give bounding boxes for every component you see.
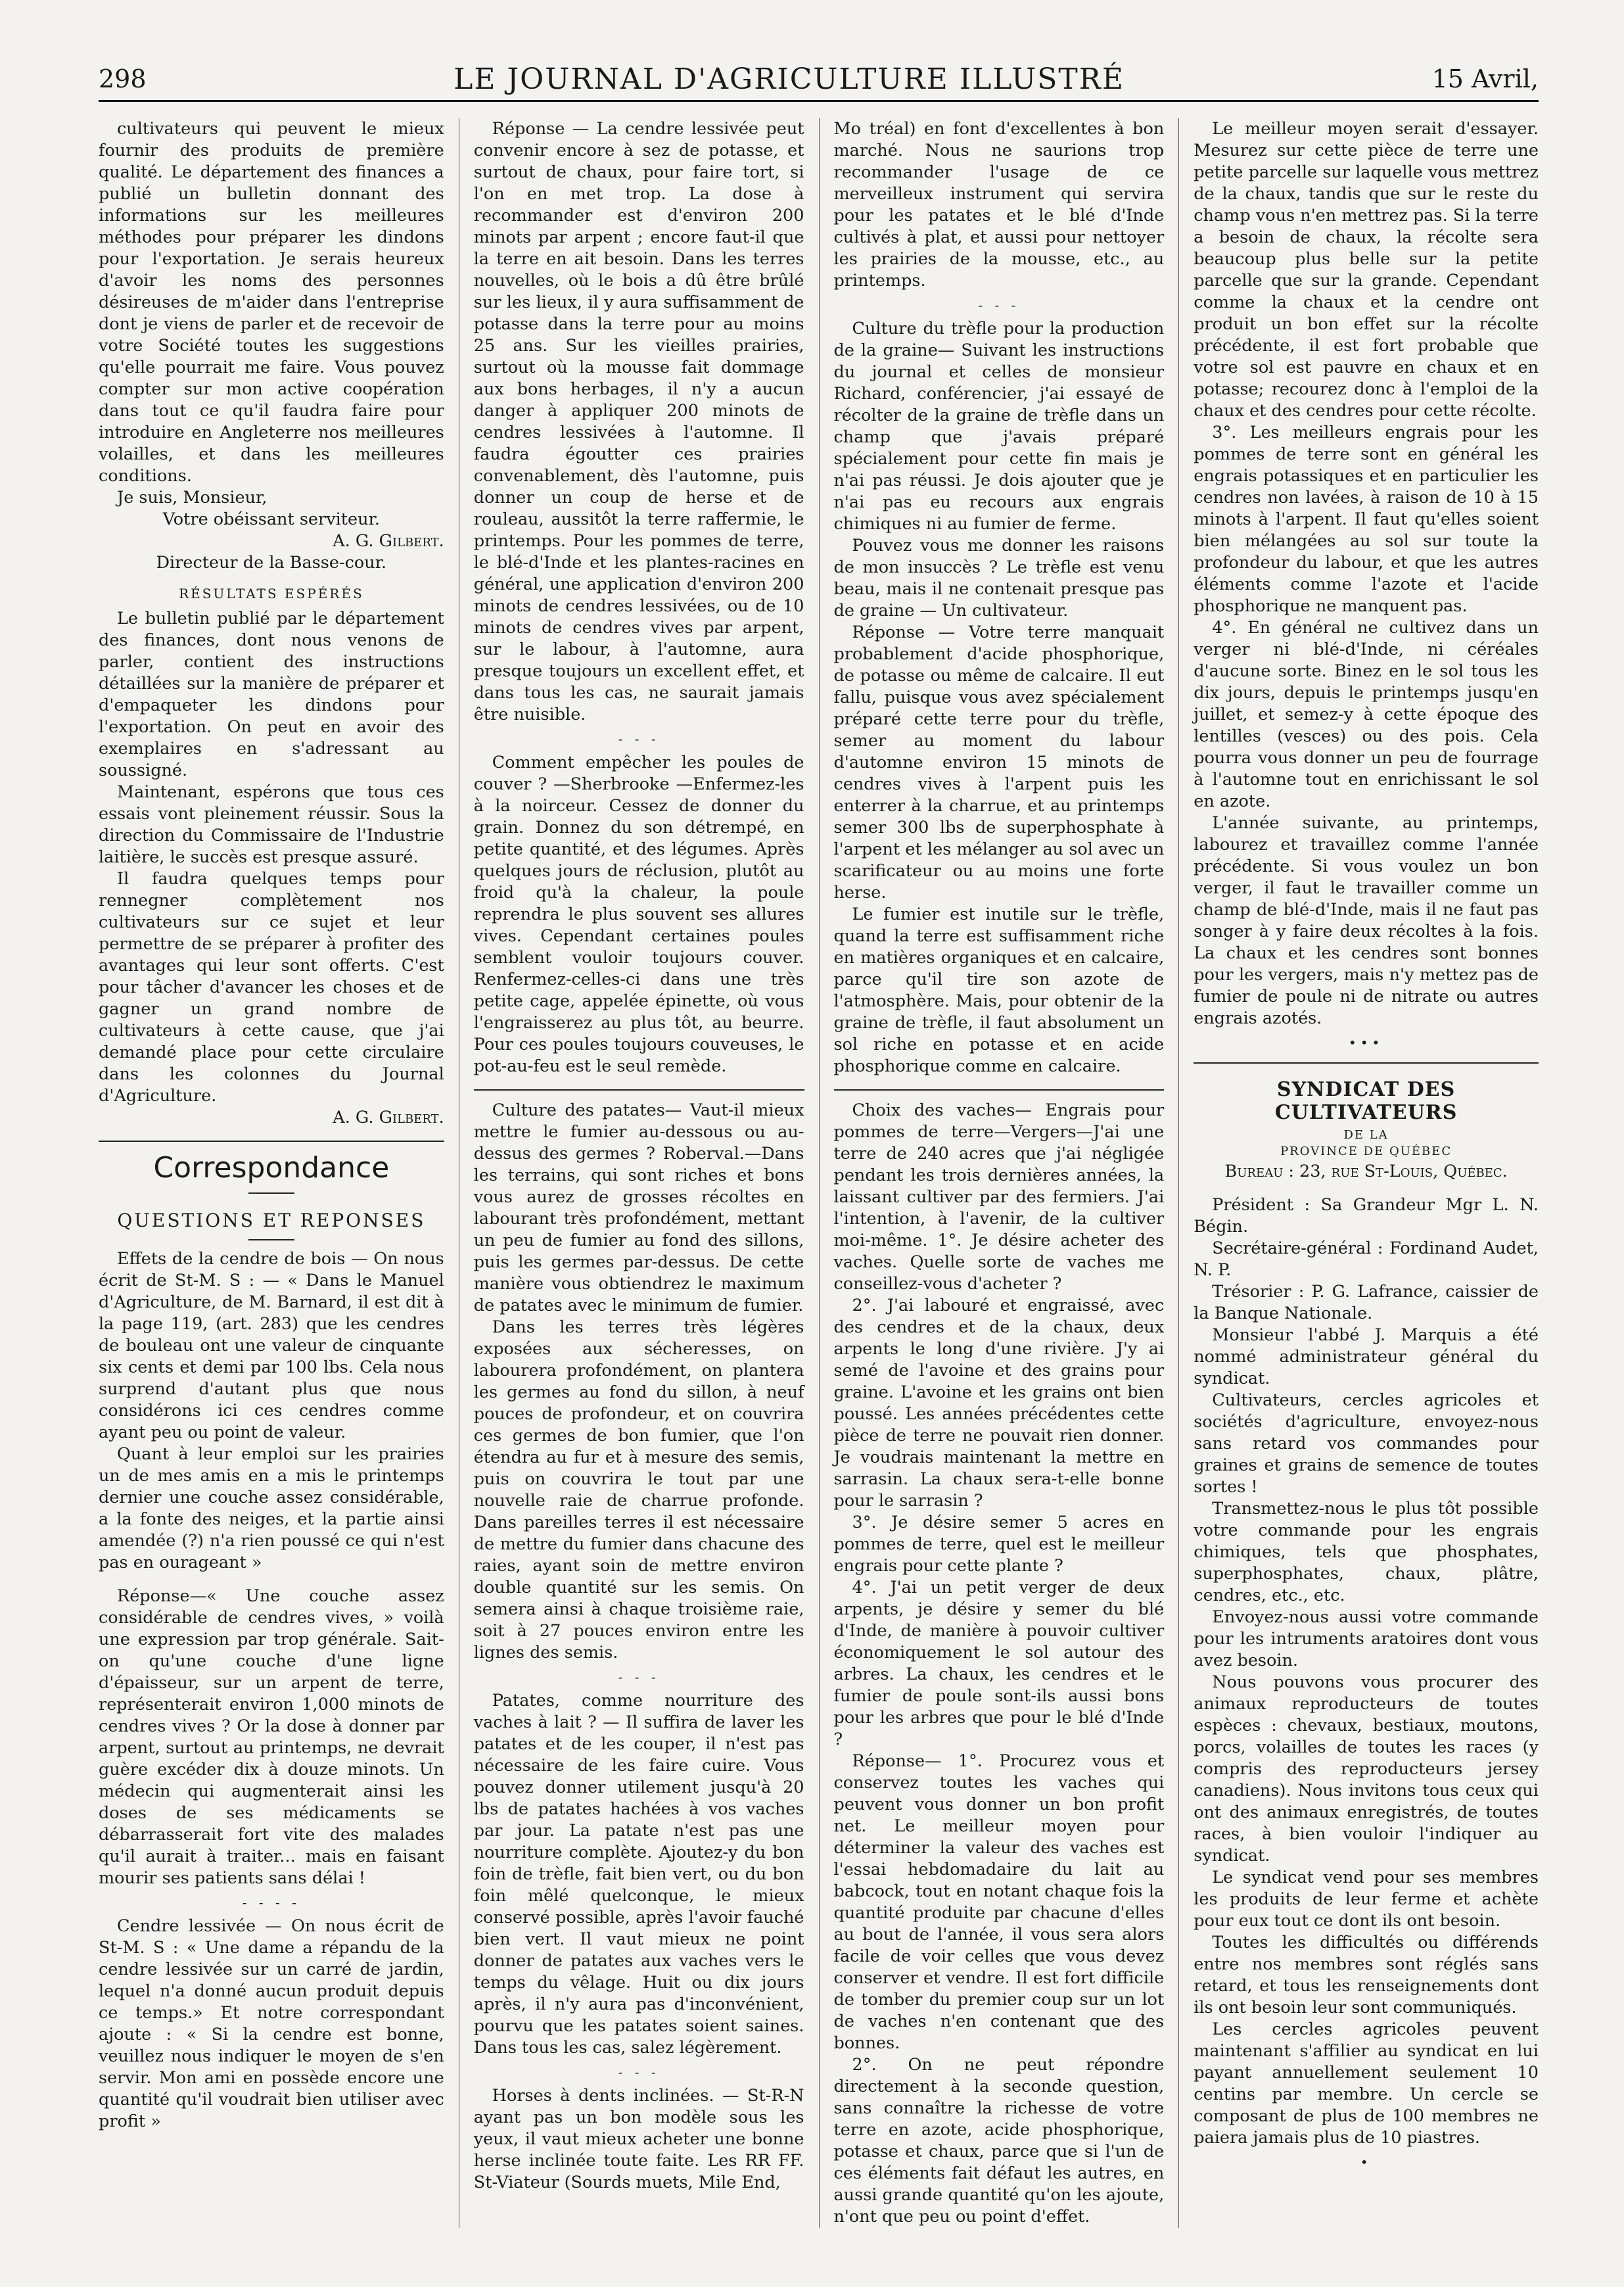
section-rule (1194, 1062, 1539, 1064)
syndicat-province: PROVINCE DE QUÉBEC (1280, 1144, 1452, 1158)
divider-dots: - - - - (242, 1895, 300, 1910)
issue-date: 15 Avril, (1431, 64, 1539, 93)
patates-article-2: Dans les terres très légères exposées aux sécheresses, on labourera profondément, on plantera les germes au fond du sillon, à neuf pouces de profondeur, et on couvrira ces germes de bon fumier, que l'on étendra au fur et à mesure des semis, puis on couvrira le tout par une nouvelle raie de charrue profonde. Dans pareilles terres il est nécessaire de mettre du fumier dans chacune des raies, ayant soin de mettre environ double quantité sur les semis. On semera ainsi à chaque troisième raie, soit à 27 pouces environ entre les lignes des semis. (473, 1317, 804, 1662)
letter-signature: A. G. Gilbert. (333, 531, 444, 551)
reponse-continuation-1: Le meilleur moyen serait d'essayer. Mesurez sur cette pièce de terre une petite parcelle sur laquelle vous mettrez de la chaux, tandis que sur le reste du champ vous n'en mettrez pas. Si la terre a besoin de chaux, la récolte sera beaucoup plus belle sur la petite parcelle que sur la grande. Cependant comme la chaux et la cendre ont produit un bon effet sur la récolte précédente, il est fort probable que votre sol est pauvre en chaux et en potasse; recourez donc à l'emploi de la chaux et des cendres pour cette récolte. (1194, 119, 1539, 421)
lessivee-question: Cendre lessivée — On nous écrit de St-M. S : « Une dame a répandu de la cendre lessivée sur un carré de jardin, lequel n'a donné aucun produit depuis ce temps.» Et notre correspondant ajoute : « Si la cendre est bonne, veuillez nous indiquer le moyen de s'en servir. Mon ami en possède encore une quantité qu'il voudrait bien utiliser avec profit » (99, 1916, 444, 2131)
reponse-continuation-3: 4°. En général ne cultivez dans un verger ni blé-d'Inde, ni céréales d'aucune sorte. Binez en le sol tous les dix jours, depuis le printemps jusqu'en juillet, et semez-y à cette époque des lentilles (vesces) ou des pois. Cela pourra vous donner un peu de fourrage à l'automne tout en enrichissant le sol en azote. (1194, 618, 1539, 811)
syndicat-secretaire: Secrétaire-général : Fordinand Audet, N. P. (1194, 1238, 1539, 1280)
vaches-reponse: Réponse— 1°. Procurez vous et conservez toutes les vaches qui peuvent vous donner un bon profit net. Le meilleur moyen pour déterminer la valeur des vaches est l'essai hebdomadaire du lait au babcock, tout en notant chaque fois la quantité produite par chacune d'elles au bout de l'année, il vous sera alors facile de voir celles que vous devez conserver et vendre. Il est fort difficile de tomber du premier coup sur un lot de vaches n'en contenant que des bonnes. (833, 1751, 1165, 2053)
trefle-reponse: Réponse — Votre terre manquait probablement d'acide phosphorique, de potasse ou même de calcaire. Il eut fallu, puisque vous avez spécialement préparé cette terre pour du trèfle, semer au moment du labour d'automne environ 15 minots de cendres vives à l'arpent puis les enterrer à la charrue, et au printemps semer 300 lbs de superphosphate à l'arpent et les mélanger au sol avec un scarificateur ou au moins une forte herse. (833, 623, 1165, 903)
lessivee-reponse: Réponse — La cendre lessivée peut convenir encore à sez de potasse, et surtout de chaux, pour faire tort, si l'on en met trop. La dose à recommander est d'environ 200 minots par arpent ; encore faut-il que la terre en ait besoin. Dans les terres nouvelles, où le bois a dû être brûlé sur les lieux, il y aura suffisamment de potasse dans la terre pour au moins 25 ans. Sur les vieilles prairies, surtout où la mousse fait dommage aux bons herbages, il n'y a aucun danger à appliquer 200 minots de cendres lessivées à l'automne. Il faudra égoutter ces prairies convenablement, dès l'automne, puis donner un coup de herse et de rouleau, aussitôt la terre raffermie, le printemps. Pour les pommes de terre, le blé-d'Inde et les plantes-racines en général, une application d'environ 200 minots de cendres lessivées, ou de 10 minots de cendres vives par arpent, sur le labour, à l'automne, aura presque toujours un excellent effet, et dans tous les cas, ne saurait jamais être nuisible. (473, 119, 804, 724)
vaches-question-2: 2°. J'ai labouré et engraissé, avec des cendres et de la chaux, deux arpents le long d'une rivière. J'y ai semé de l'avoine et des grains pour graine. L'avoine et les grains ont bien poussé. Les années précédentes cette pièce de terre ne pouvait rien donner. Je voudrais maintenant la mettre en sarrasin. La chaux sera-t-elle bonne pour le sarrasin ? (833, 1296, 1165, 1511)
vaches-reponse-2: 2°. On ne peut répondre directement à la seconde question, sans connaître la richesse de votre terre en azote, acide phosphorique, potasse et chaux, parce que si l'un de ces éléments fait défaut les autres, en aussi grande quantité qu'on les ajoute, n'ont que peu ou point d'effet. (833, 2055, 1165, 2227)
vaches-question-4: 4°. J'ai un petit verger de deux arpents, je désire y semer du blé d'Inde, de manière à pouvoir cultiver économiquement le sol autour des arbres. La chaux, les cendres et le fumier de poule sont-ils aussi bons pour les arbres que pour le blé d'Inde ? (833, 1578, 1165, 1749)
reponse-continuation-4: L'année suivante, au printemps, labourez et travaillez comme l'année précédente. Si vous voulez un bon verger, il faut le travailler comme un champ de blé-d'Inde, mais il ne faut pas songer à y faire deux récoltes à la fois. La chaux et les cendres sont bonnes pour les vergers, mais n'y mettez pas de fumier de poule ni de nitrate ou autres engrais azotés. (1194, 813, 1539, 1028)
letter-salutation: Je suis, Monsieur, (117, 488, 267, 507)
article-columns (99, 118, 1539, 2227)
column-3 (819, 118, 1179, 2228)
letter-continuation: cultivateurs qui peuvent le mieux fournir des produits de première qualité. Le département des finances a publié un bulletin donnant des informations sur les meilleures méthodes pour préparer les dindons pour l'exportation. Je serais heureux d'avoir les noms des personnes désireuses de m'aider dans l'entreprise dont je viens de parler et de recevoir de votre Société toutes les suggestions qu'elle pourrait me faire. Vous pouvez compter sur mon active coopération dans tout ce qu'il faudra faire pour introduire en Angleterre nos meilleures volailles, et dans les meilleures conditions. (99, 119, 444, 486)
section-rule (474, 1089, 804, 1091)
trefle-paragraph-3: Le fumier est inutile sur le trèfle, quand la terre est suffisamment riche en matières organiques et en calcaire, parce qu'il tire son azote de l'atmosphère. Mais, pour obtenir de la graine de trèfle, il faut absolument un sol riche en potasse et en acide phosphorique comme en calcaire. (833, 905, 1165, 1076)
vaches-question-1: Choix des vaches— Engrais pour pommes de terre—Vergers—J'ai une terre de 240 acres que j'ai négligée pendant les trois dernières années, la laissant cultiver par des fermiers. J'ai l'intention, à l'avenir, de la cultiver moi-même. 1°. Je désire acheter des vaches. Quelle sorte de vaches me conseillez-vous d'acheter ? (833, 1100, 1165, 1294)
results-paragraph-2: Maintenant, espérons que tous ces essais vont pleinement réussir. Sous la direction du Commissaire de l'Industrie laitière, le succès est presque assuré. (99, 782, 444, 867)
letter-closing: Votre obéissant serviteur. (162, 509, 381, 529)
letter-signature-title: Directeur de la Basse-cour. (156, 553, 387, 573)
syndicat-president: Président : Sa Grandeur Mgr L. N. Bégin. (1194, 1195, 1539, 1237)
column-4 (1178, 118, 1539, 2228)
divider-dots: - - - (618, 1669, 660, 1685)
column-2 (459, 118, 819, 2228)
poules-article: Comment empêcher les poules de couver ? —Sherbrooke —Enfermez-les à la noirceur. Cessez de donner du grain. Donnez du son détrempé, en petite quantité, et des légumes. Après quelques jours de réclusion, plutôt au froid qu'à la chaleur, la poule reprendra le plus souvent ses allures vives. Cependant certaines poules semblent vouloir toujours couver. Renfermez-celles-ci dans une très petite cage, appelée épinette, où vous l'engraisserez au plus tôt, au beurre. Pour ces poules toujours couveuses, le pot-au-feu est le seul remède. (473, 753, 804, 1076)
syndicat-paragraph-6: Toutes les difficultés ou différends entre nos membres sont réglés sans retard, et tous les renseignements dont ils ont besoin leur sont communiqués. (1194, 1933, 1539, 2017)
section-rule (99, 1141, 444, 1142)
syndicat-paragraph-5: Le syndicat vend pour ses membres les produits de leur ferme et achète pour eux tout ce dont ils ont besoin. (1194, 1868, 1539, 1931)
syndicat-marquis: Monsieur l'abbé J. Marquis a été nommé administrateur général du syndicat. (1194, 1325, 1539, 1388)
reponse-continuation-2: 3°. Les meilleurs engrais pour les pommes de terre sont en général les engrais potassiques et en particulier les cendres non lavées, à raison de 10 à 15 minots à l'arpent. Il faut qu'elles soient bien mélangées au sol sur toute la profondeur du labour, et que les autres éléments comme l'azote et l'acide phosphorique ne manquent pas. (1194, 423, 1539, 616)
results-heading: RÉSULTATS ESPÉRÉS (179, 586, 364, 601)
divider (248, 1239, 294, 1240)
divider-dots: - - - (618, 2064, 660, 2080)
questions-reponses-heading: QUESTIONS ET REPONSES (117, 1210, 426, 1231)
nourriture-article: Patates, comme nourriture des vaches à lait ? — Il suffira de laver les patates et de les couper, il n'est pas nécessaire de les faire cuire. Vous pouvez donner utilement jusqu'à 20 lbs de patates hachées à vos vaches par jour. La patate n'est pas une nourriture complète. Ajoutez-y du bon foin de trèfle, fait bien vert, ou du bon foin mêlé quelconque, le mieux conservé possible, après l'avoir fauché bien vert. Il vaut mieux ne point donner de patates aux vaches vers le temps du vêlage. Huit ou dix jours après, il n'y aura pas d'inconvénient, pourvu que les patates soient saines. Dans tous les cas, salez légèrement. (473, 1691, 804, 2058)
syndicat-paragraph-1: Cultivateurs, cercles agricoles et sociétés d'agriculture, envoyez-nous sans retard vos commandes pour graines et grains de semence de toutes sortes ! (1194, 1390, 1539, 1497)
cendre-question-2: Quant à leur emploi sur les prairies un de mes amis en a mis le printemps dernier une couche assez considérable, a la fonte des neiges, et la partie ainsi amendée (?) n'a rien poussé ce qui n'est pas en ourageant » (99, 1444, 444, 1572)
results-paragraph-3: Il faudra quelques temps pour rennegner complètement nos cultivateurs sur ce sujet et leur permettre de se préparer à profiter des avantages qui leur sont offerts. C'est pour tâcher d'avancer les choses et de gagner un grand nombre de cultivateurs à cette cause, que j'ai demandé place pour cette circulaire dans les colonnes du Journal d'Agriculture. (99, 869, 444, 1106)
results-signature: A. G. Gilbert. (333, 1108, 444, 1127)
divider-dots: - - - (978, 297, 1020, 313)
results-paragraph-1: Le bulletin publié par le département des finances, dont nous venons de parler, contient des instructions détaillées sur la manière de préparer et d'empaqueter les dindons pour l'exportation. On peut en avoir des exemplaires en s'adressant au soussigné. (99, 609, 444, 780)
trefle-question-2: Pouvez vous me donner les raisons de mon insuccès ? Le trèfle est venu beau, mais il ne contenait presque pas de graine — Un cultivateur. (833, 536, 1165, 621)
syndicat-paragraph-7: Les cercles agricoles peuvent maintenant s'affilier au syndicat en lui payant annuellement seulement 10 centins par membre. Un cercle se composant de plus de 100 membres ne paiera jamais plus de 10 piastres. (1194, 2019, 1539, 2148)
divider-dots: • (1360, 2154, 1372, 2170)
cendre-question: Effets de la cendre de bois — On nous écrit de St-M. S : — « Dans le Manuel d'Agriculture, de M. Barnard, il est dit à la page 119, (art. 283) que les cendres de bouleau ont une valeur de cinquante six cents et demi par 100 lbs. Cela nous surprend d'autant plus que nous considérons ici ces cendres comme ayant peu ou point de valeur. (99, 1249, 444, 1442)
vaches-question-3: 3°. Je désire semer 5 acres en pommes de terre, quel est le meilleur engrais pour cette plante ? (833, 1513, 1165, 1576)
syndicat-tresorier: Trésorier : P. G. Lafrance, caissier de la Banque Nationale. (1194, 1282, 1539, 1323)
correspondance-title: Correspondance (153, 1151, 390, 1185)
syndicat-paragraph-4: Nous pouvons vous procurer des animaux reproducteurs de toutes espèces : chevaux, bestiaux, moutons, porcs, volailles de toutes les races (y compris des reproducteurs jersey canadiens). Nous invitons tous ceux qui ont des animaux enregistrés, de toutes races, à bien vouloir l'indiquer au syndicat. (1194, 1672, 1539, 1866)
divider-dots: - - - (618, 731, 660, 747)
trefle-question: Culture du trèfle pour la production de la graine— Suivant les instructions du journal et celles de monsieur Richard, conférencier, j'ai essayé de récolter de la graine de trèfle dans un champ que j'avais préparé spécialement pour cette fin mais je n'ai pas réussi. Je dois ajouter que je n'ai pas eu recours aux engrais chimiques ni au fumier de ferme. (833, 319, 1165, 534)
patates-article-1: Culture des patates— Vaut-il mieux mettre le fumier au-dessous ou au-dessus des germes ? Roberval.—Dans les terrains, qui sont riches et bons vous aurez de grosses récoltes en labourant très profondément, mettant un peu de fumier au fond des sillons, puis les germes par-dessus. De cette manière vous obtiendrez le maximum de patates avec le minimum de fumier. (473, 1100, 804, 1315)
page-number: 298 (99, 64, 147, 93)
divider-dots: ••• (1348, 1035, 1384, 1050)
syndicat-bureau: Bureau : 23, rue St-Louis, Québec. (1224, 1162, 1508, 1181)
syndicat-paragraph-2: Transmettez-nous le plus tôt possible votre commande pour les engrais chimiques, tels que phosphates, superphosphates, chaux, plâtre, cendres, etc., etc. (1194, 1499, 1539, 1605)
horses-continuation: Mo tréal) en font d'excellentes à bon marché. Nous ne saurions trop recommander l'usage de ce merveilleux instrument qui servira pour les patates et le blé d'Inde cultivés à plat, et aussi pour nettoyer les prairies de la mousse, etc., au printemps. (833, 119, 1165, 291)
syndicat-de-la: DE LA (1343, 1128, 1389, 1142)
page-header (99, 58, 1539, 102)
horses-article: Horses à dents inclinées. — St-R-N ayant pas un bon modèle sous les yeux, il vaut mieux acheter une bonne herse inclinée toute faite. Les RR FF. St-Viateur (Sourds muets, Mile End, (473, 2086, 804, 2192)
section-rule (834, 1089, 1165, 1091)
journal-title: LE JOURNAL D'AGRICULTURE ILLUSTRÉ (453, 62, 1125, 96)
syndicat-paragraph-3: Envoyez-nous aussi votre commande pour les intruments aratoires dont vous avez besoin. (1194, 1607, 1539, 1670)
cendre-reponse: Réponse—« Une couche assez considérable de cendres vives, » voilà une expression par trop générale. Sait-on qu'une couche d'une ligne d'épaisseur, sur un arpent de terre, représenterait environ 1,000 minots de cendres vives ? Or la dose à donner par arpent, surtout au printemps, ne devrait guère excéder dix à douze minots. Un médecin qui augmenterait ainsi les doses de ses médicaments se débarrasserait fort vite des malades qu'il aurait à traiter... mais en faisant mourir ses patients sans délai ! (99, 1586, 444, 1888)
syndicat-title: SYNDICAT DES CULTIVATEURS (1274, 1078, 1458, 1124)
column-1 (99, 118, 459, 2228)
divider (248, 1192, 294, 1194)
